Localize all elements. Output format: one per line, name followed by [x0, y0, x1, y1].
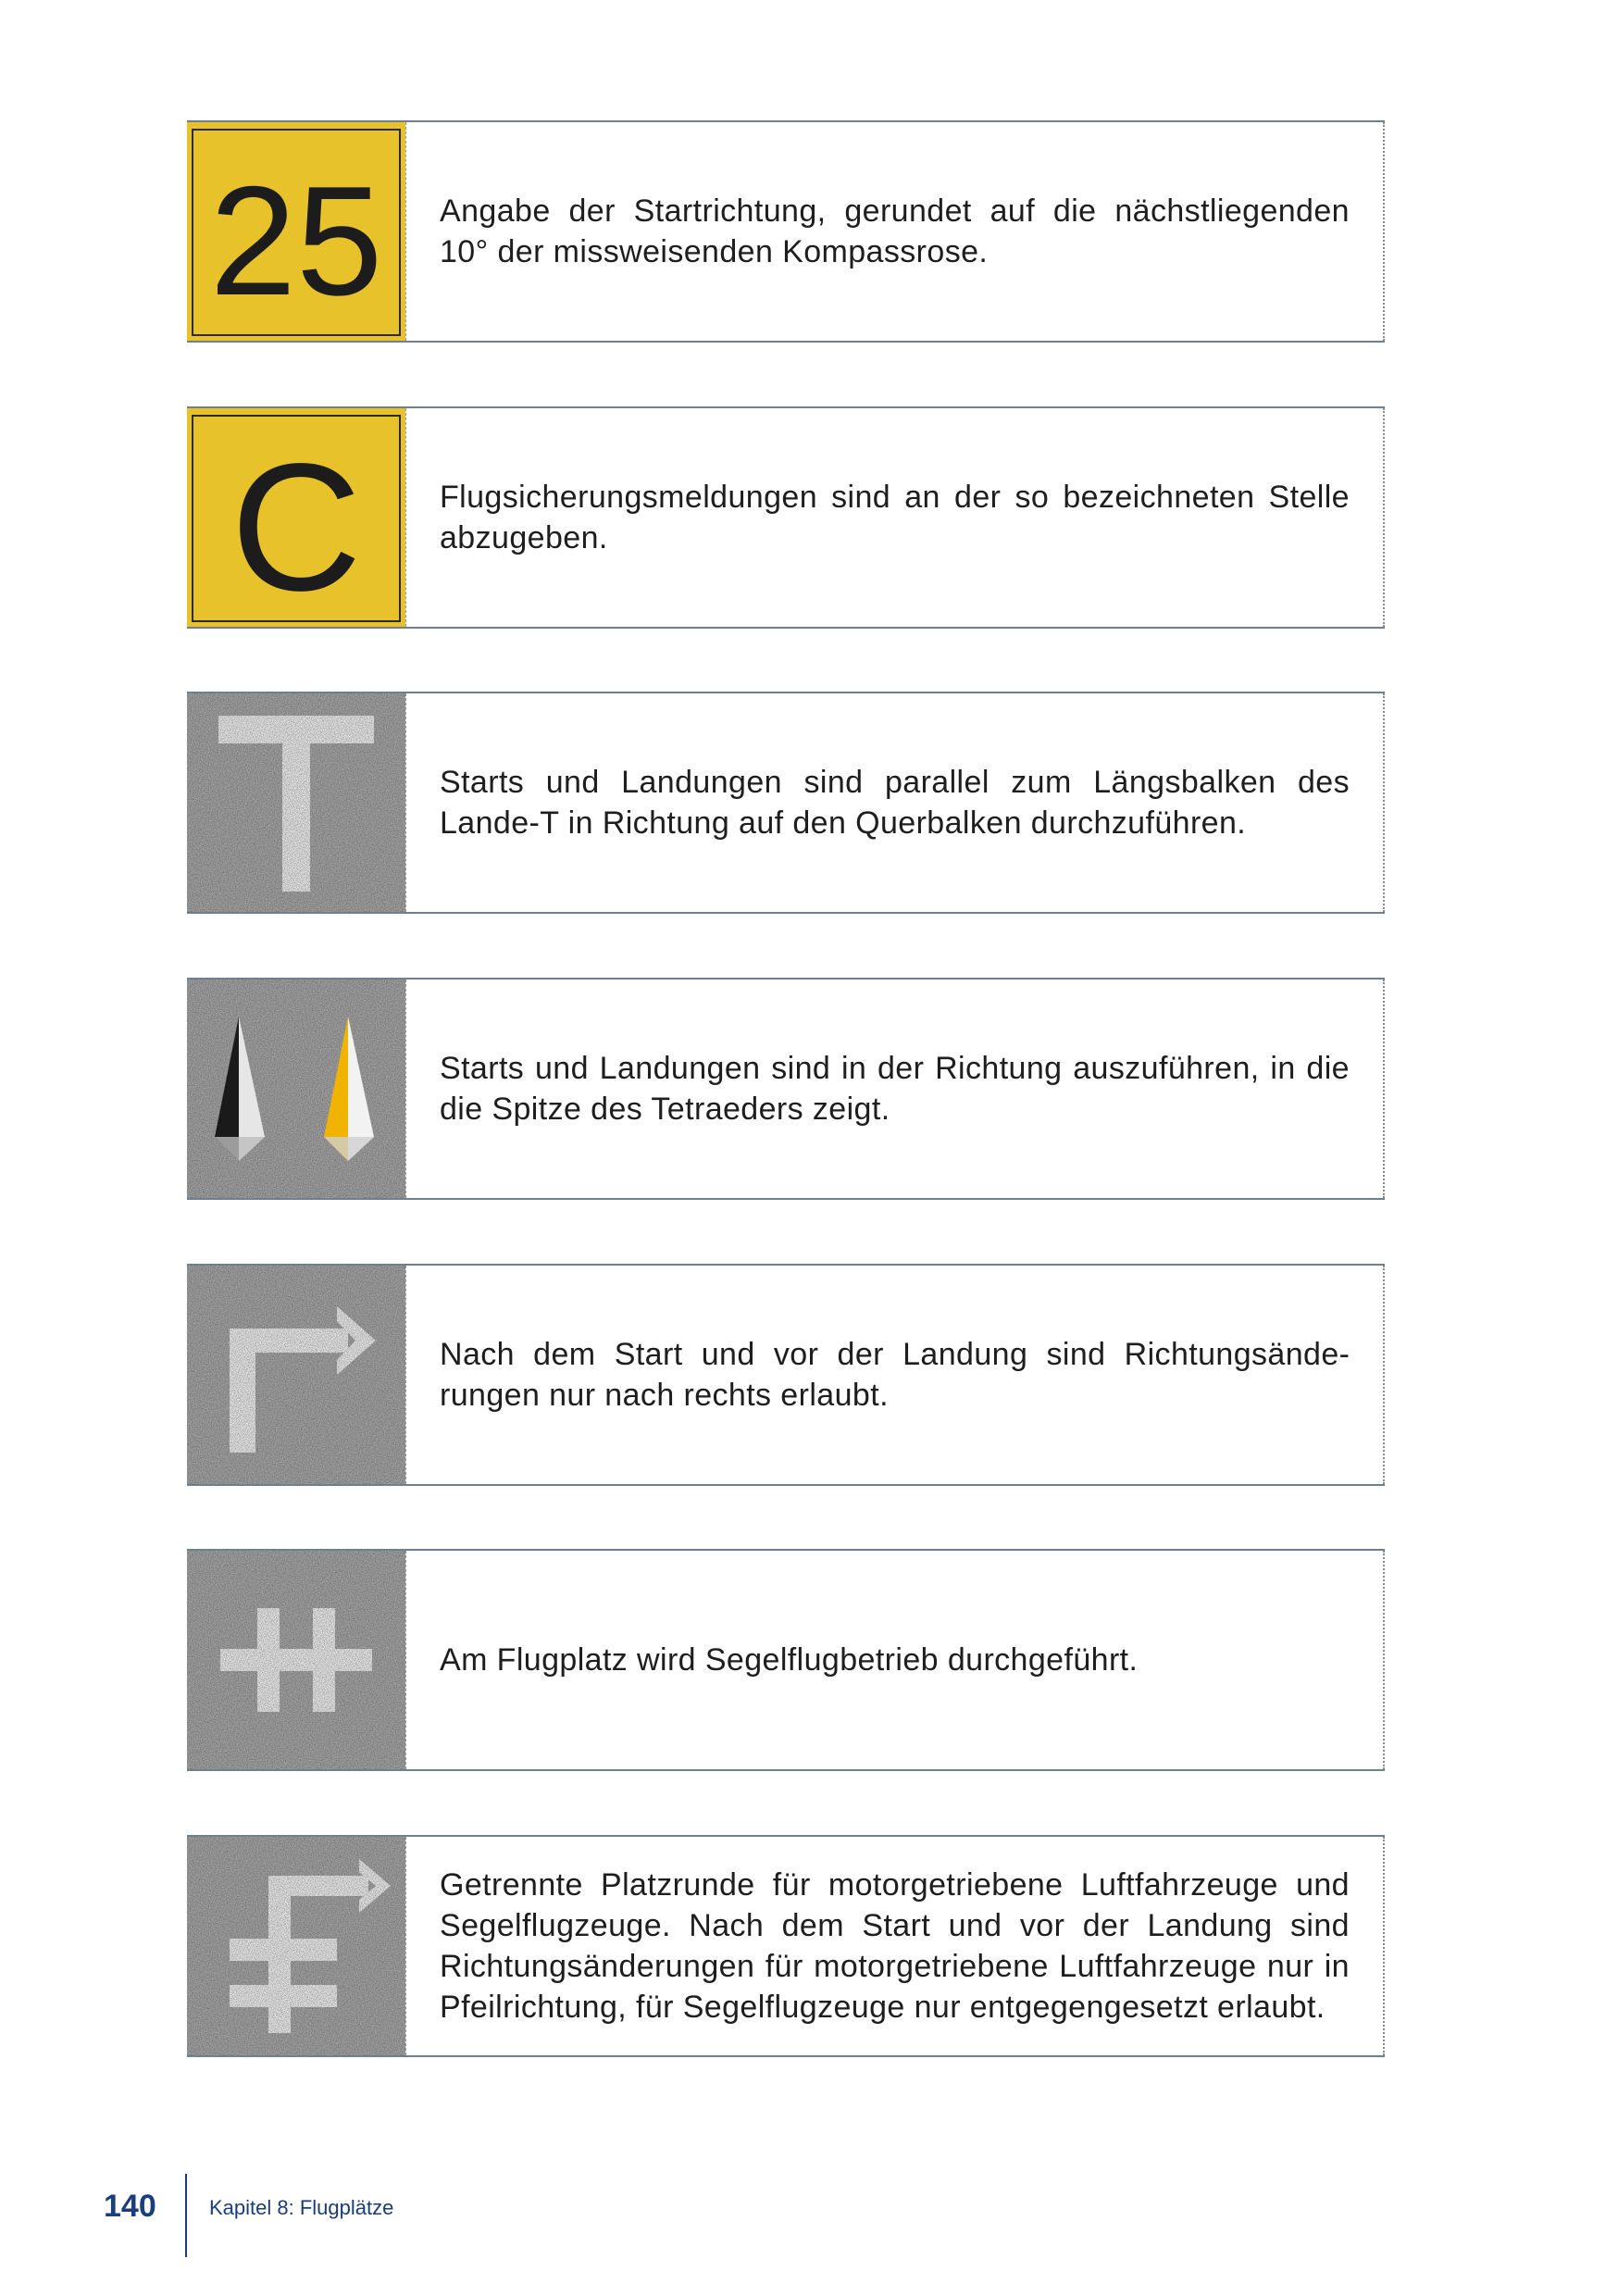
signal-row-tetraeder [187, 978, 1385, 1200]
signal-text: Angabe der Startrichtung, gerundet auf die nächstliegenden 10° der missweisenden Kompassrose. [440, 193, 1350, 269]
runway-number-sign-icon [187, 122, 406, 341]
signal-description [406, 1837, 1385, 2055]
signal-description [406, 408, 1385, 627]
signal-text: Am Flugplatz wird Segelflugbetrieb durchgeführt. [440, 1642, 1139, 1678]
letter-c-sign-icon [187, 408, 406, 627]
page-number: 140 [104, 2189, 156, 2224]
signal-text: Starts und Landungen sind in der Richtung auszuführen, in die die Spitze des Tetraeders zeigt. [440, 1051, 1350, 1127]
signal-description [406, 122, 1385, 341]
signal-text: Starts und Landungen sind parallel zum Längsbalken des Lande-T in Richtung auf den Querbalken durchzuführen. [440, 765, 1350, 841]
signal-row-segelflug [187, 1549, 1385, 1771]
landing-t-icon [187, 693, 406, 912]
signal-row-rechtskurve [187, 1264, 1385, 1486]
footer-divider [185, 2174, 187, 2257]
signal-description [406, 693, 1385, 912]
signal-description [406, 1551, 1385, 1769]
signal-description [406, 1266, 1385, 1484]
signal-row-lande-t [187, 692, 1385, 914]
sign-letter: C [230, 426, 362, 627]
chapter-title: Kapitel 8: Flugplätze [209, 2196, 394, 2219]
glider-double-cross-icon [187, 1551, 406, 1769]
signal-text: Getrennte Platzrunde für motorgetriebene Luftfahrzeuge und Segelflugzeuge. Nach dem Start und vor der Landung sind Richtungsänderungen für motorgetriebene Luftfahrzeuge nur in Pfeilrichtung, für Segelflugzeuge nur entgegengesetzt erlaubt. [440, 1867, 1350, 2025]
right-turn-arrow-icon [187, 1266, 406, 1484]
signal-text: Flugsicherungsmeldungen sind an der so bezeichneten Stelle abzugeben. [440, 480, 1350, 555]
signal-text: Nach dem Start und vor der Landung sind Richtungsänderungen nur nach rechts erlaubt. [440, 1337, 1350, 1413]
signal-row-flugsicherung [187, 406, 1385, 629]
tetrahedron-icon [187, 980, 406, 1198]
signal-row-getrennte-platzrunde [187, 1835, 1385, 2057]
signal-description [406, 980, 1385, 1198]
signal-row-startrichtung [187, 120, 1385, 343]
separate-circuit-arrow-icon [187, 1837, 406, 2055]
sign-number: 25 [209, 154, 383, 328]
